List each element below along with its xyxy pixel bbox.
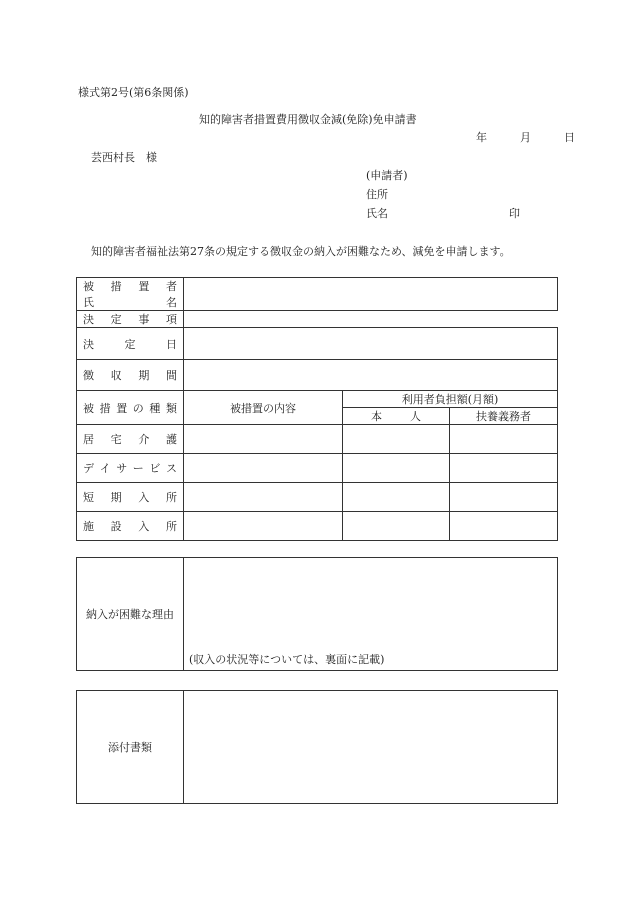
person-line1	[83, 278, 177, 294]
person-line2	[83, 294, 177, 310]
label-char: 入	[138, 491, 150, 504]
type-header	[77, 391, 184, 425]
label-char: 措	[99, 401, 111, 415]
form-title: 知的障害者措置費用徴収金減(免除)免申請書	[199, 113, 417, 126]
decision-date-field[interactable]	[184, 328, 558, 360]
label-char: 種	[149, 401, 161, 415]
person-name-label	[77, 278, 184, 311]
label-char: 決	[83, 313, 94, 326]
label-char: 間	[165, 369, 177, 382]
label-char: 収	[110, 369, 122, 382]
row-guardian-field[interactable]	[450, 483, 558, 512]
label-char: イ	[99, 462, 111, 475]
label-char: 置	[138, 280, 150, 293]
label-char: 類	[165, 401, 177, 415]
person-name-field[interactable]	[184, 278, 558, 311]
reason-field[interactable]	[184, 558, 558, 671]
attachments-label: 添付書類	[77, 691, 184, 804]
label-char: 氏	[83, 296, 94, 309]
row-home-care-label	[77, 425, 184, 454]
attachments-table	[76, 690, 558, 804]
label-char: ー	[132, 462, 144, 475]
label-char: 所	[165, 520, 177, 533]
label-char: 期	[110, 491, 122, 504]
label-char: デ	[83, 462, 94, 475]
decision-items-label	[77, 311, 184, 328]
guardian-header: 扶養義務者	[450, 408, 558, 425]
label-char: 入	[138, 520, 150, 533]
collection-period-label	[77, 360, 184, 391]
collection-period-field[interactable]	[184, 360, 558, 391]
attachments-field[interactable]	[184, 691, 558, 804]
reason-table	[76, 557, 558, 671]
label-char: 措	[110, 280, 122, 293]
row-self-field[interactable]	[343, 425, 450, 454]
row-content-field[interactable]	[184, 512, 343, 541]
label-char: 日	[166, 337, 177, 351]
label-char: 置	[116, 401, 128, 415]
table-row	[77, 512, 558, 541]
label-char: 所	[165, 491, 177, 504]
self-header	[343, 408, 450, 425]
label-char: 徴	[83, 369, 94, 382]
label-char: 名	[166, 296, 177, 309]
reason-label: 納入が困難な理由	[77, 558, 184, 671]
row-content-field[interactable]	[184, 483, 343, 512]
row-self-field[interactable]	[343, 512, 450, 541]
label-char: 居	[83, 433, 94, 446]
row-self-field[interactable]	[343, 454, 450, 483]
label-char: 施	[83, 520, 94, 533]
application-table	[76, 277, 558, 541]
reason-note: (収入の状況等については、裏面に記載)	[189, 653, 385, 666]
row-self-field[interactable]	[343, 483, 450, 512]
form-number: 様式第2号(第6条関係)	[78, 86, 189, 99]
row-guardian-field[interactable]	[450, 454, 558, 483]
decision-date-label	[77, 328, 184, 360]
row-day-service-label	[77, 454, 184, 483]
addressee: 芸西村長 様	[91, 151, 157, 164]
label-char: 者	[165, 280, 177, 293]
seal-mark: 印	[509, 207, 520, 220]
label-char: 人	[410, 410, 421, 423]
table-row	[77, 483, 558, 512]
label-char: の	[132, 401, 144, 415]
applicant-address-label: 住所	[366, 188, 388, 201]
applicant-heading: (申請者)	[366, 169, 408, 182]
statement: 知的障害者福祉法第27条の規定する徴収金の納入が困難なため、減免を申請します。	[91, 245, 511, 258]
label-char: 決	[83, 337, 94, 351]
label-char: 宅	[110, 433, 122, 446]
label-char: 被	[83, 401, 94, 415]
label-char: 設	[110, 520, 122, 533]
date-year: 年	[476, 131, 487, 144]
label-char: ビ	[149, 462, 161, 475]
row-guardian-field[interactable]	[450, 425, 558, 454]
label-char: 護	[165, 433, 177, 446]
label-char: サ	[116, 462, 128, 475]
row-short-stay-label	[77, 483, 184, 512]
applicant-name-label: 氏名	[366, 207, 388, 220]
date-month: 月	[520, 131, 531, 144]
label-char: 被	[83, 280, 94, 293]
label-char: 項	[165, 313, 177, 326]
label-char: 介	[138, 433, 150, 446]
date-line	[476, 129, 575, 145]
row-guardian-field[interactable]	[450, 512, 558, 541]
decision-items-blank	[184, 311, 558, 328]
label-char: 事	[138, 313, 150, 326]
date-day: 日	[564, 131, 575, 144]
row-content-field[interactable]	[184, 454, 343, 483]
row-facility-label	[77, 512, 184, 541]
table-row	[77, 425, 558, 454]
label-char: 定	[124, 337, 136, 351]
row-content-field[interactable]	[184, 425, 343, 454]
label-char: 本	[371, 410, 382, 423]
label-char: 短	[83, 491, 94, 504]
content-header: 被措置の内容	[184, 391, 343, 425]
label-char: 期	[138, 369, 150, 382]
label-char: ス	[165, 462, 177, 475]
label-char: 定	[110, 313, 122, 326]
burden-header: 利用者負担額(月額)	[343, 391, 558, 408]
table-row	[77, 454, 558, 483]
